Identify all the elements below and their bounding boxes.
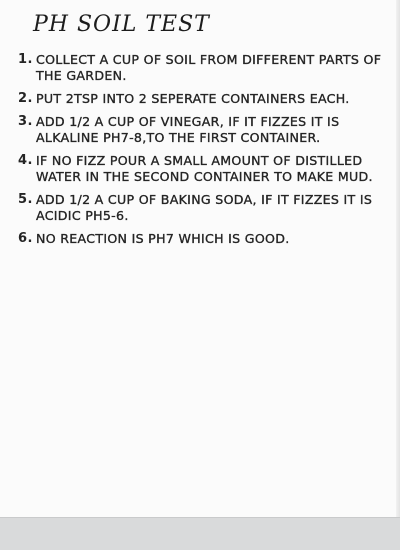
step-number: 6. [18, 231, 33, 246]
step-text: PUT 2TSP INTO 2 SEPERATE CONTAINERS EACH. [36, 91, 350, 106]
list-item [18, 114, 394, 146]
list-item [18, 91, 394, 107]
step-number: 1. [18, 52, 33, 67]
step-text: IF NO FIZZ POUR A SMALL AMOUNT OF DISTILLED WATER IN THE SECOND CONTAINER TO MAKE MUD. [36, 153, 373, 184]
step-number: 5. [18, 192, 33, 207]
step-number: 2. [18, 91, 33, 106]
instruction-list [18, 52, 394, 254]
list-item [18, 153, 394, 185]
page-title: PH SOIL TEST [33, 12, 210, 37]
list-item [18, 231, 394, 247]
step-text: COLLECT A CUP OF SOIL FROM DIFFERENT PARTS OF THE GARDEN. [36, 52, 382, 83]
list-item [18, 52, 394, 84]
step-text: ADD 1/2 A CUP OF BAKING SODA, IF IT FIZZES IT IS ACIDIC PH5-6. [36, 192, 373, 223]
step-number: 4. [18, 153, 33, 168]
step-text: ADD 1/2 A CUP OF VINEGAR, IF IT FIZZES IT IS ALKALINE PH7-8,TO THE FIRST CONTAINER. [36, 114, 340, 145]
step-text: NO REACTION IS PH7 WHICH IS GOOD. [36, 231, 290, 246]
list-item [18, 192, 394, 224]
step-number: 3. [18, 114, 33, 129]
